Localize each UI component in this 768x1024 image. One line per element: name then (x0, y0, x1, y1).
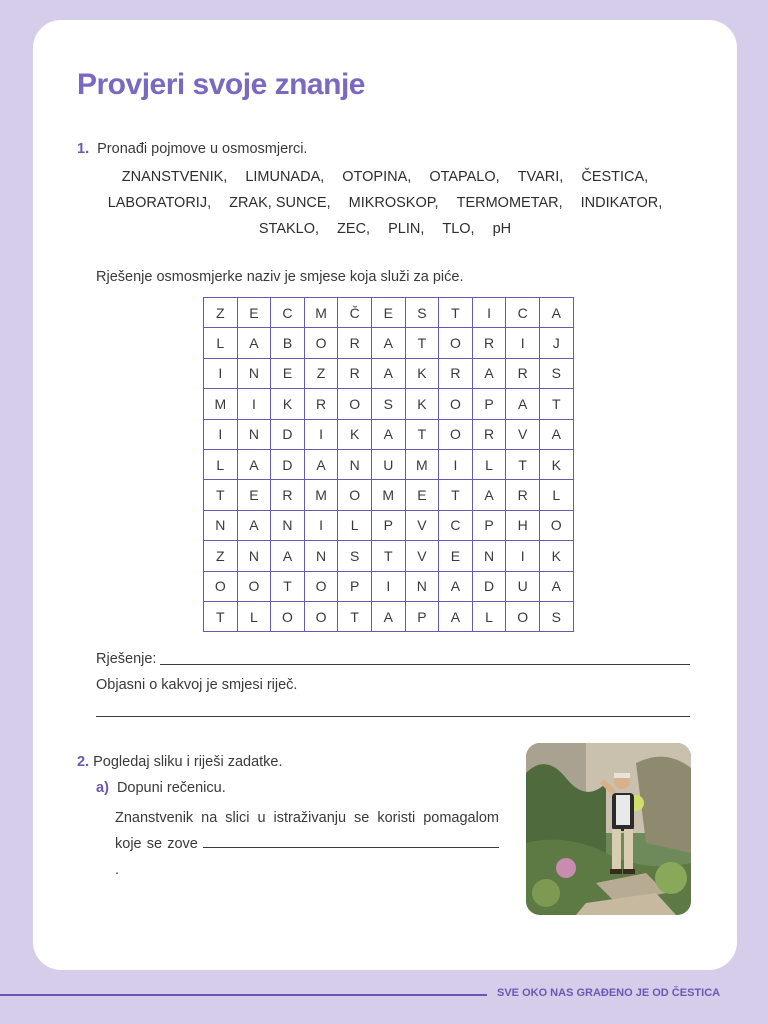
grid-cell[interactable]: U (371, 449, 405, 479)
grid-cell[interactable]: T (204, 480, 238, 510)
grid-cell[interactable]: P (371, 510, 405, 540)
grid-cell[interactable]: Č (338, 298, 372, 328)
grid-row (204, 389, 574, 419)
grid-cell[interactable]: L (472, 601, 506, 631)
grid-cell[interactable]: M (371, 480, 405, 510)
grid-cell[interactable]: M (204, 389, 238, 419)
term-item: pH (492, 221, 512, 237)
grid-cell[interactable]: O (439, 389, 473, 419)
term-item: TVARI, (517, 169, 564, 185)
grid-cell[interactable]: I (506, 541, 540, 571)
grid-cell[interactable]: A (237, 449, 271, 479)
grid-cell[interactable]: I (204, 419, 238, 449)
grid-cell[interactable]: C (439, 510, 473, 540)
term-item: LABORATORIJ, (107, 195, 212, 211)
grid-cell[interactable]: K (271, 389, 305, 419)
grid-cell[interactable]: O (237, 571, 271, 601)
grid-cell[interactable]: T (539, 389, 573, 419)
grid-cell[interactable]: A (472, 480, 506, 510)
grid-cell[interactable]: K (338, 419, 372, 449)
grid-cell[interactable]: B (271, 328, 305, 358)
grid-cell[interactable]: T (204, 601, 238, 631)
page-title: Provjeri svoje znanje (77, 68, 365, 101)
grid-cell[interactable]: P (338, 571, 372, 601)
grid-cell[interactable]: S (371, 389, 405, 419)
grid-cell[interactable]: N (237, 541, 271, 571)
grid-cell[interactable]: A (539, 571, 573, 601)
grid-cell[interactable]: L (539, 480, 573, 510)
grid-cell[interactable]: N (405, 571, 439, 601)
wordsearch-grid (203, 297, 574, 632)
grid-cell[interactable]: K (539, 541, 573, 571)
grid-cell[interactable]: R (506, 480, 540, 510)
grid-cell[interactable]: O (304, 328, 338, 358)
explain-prompt: Objasni o kakvoj je smjesi riječ. (96, 677, 298, 693)
term-item: PLIN, (388, 221, 425, 237)
task2a-text: Dopuni rečenicu. (116, 780, 226, 796)
grid-cell[interactable]: A (237, 510, 271, 540)
grid-row (204, 419, 574, 449)
grid-cell[interactable]: E (405, 480, 439, 510)
grid-cell[interactable]: O (204, 571, 238, 601)
task2a-sentence (115, 805, 499, 883)
grid-row (204, 358, 574, 388)
grid-cell[interactable]: N (304, 541, 338, 571)
grid-cell[interactable]: R (338, 328, 372, 358)
grid-cell[interactable]: I (371, 571, 405, 601)
term-line (95, 190, 675, 216)
term-line (95, 216, 675, 242)
grid-cell[interactable]: N (472, 541, 506, 571)
grid-cell[interactable]: O (338, 480, 372, 510)
grid-cell[interactable]: A (371, 328, 405, 358)
grid-cell[interactable]: O (506, 601, 540, 631)
grid-cell[interactable]: T (271, 571, 305, 601)
term-item: INDIKATOR, (580, 195, 663, 211)
grid-cell[interactable]: K (405, 389, 439, 419)
grid-cell[interactable]: E (271, 358, 305, 388)
grid-row (204, 480, 574, 510)
task2a-instruction (96, 780, 226, 796)
grid-cell[interactable]: T (338, 601, 372, 631)
grid-cell[interactable]: O (271, 601, 305, 631)
grid-cell[interactable]: M (405, 449, 439, 479)
grid-cell[interactable]: C (506, 298, 540, 328)
grid-cell[interactable]: D (271, 419, 305, 449)
grid-cell[interactable]: T (371, 541, 405, 571)
term-item: ZRAK, SUNCE, (229, 195, 331, 211)
footer-title: SVE OKO NAS GRAĐENO JE OD ČESTICA (497, 987, 721, 999)
grid-cell[interactable]: N (271, 510, 305, 540)
grid-cell[interactable]: R (304, 389, 338, 419)
grid-cell[interactable]: A (506, 389, 540, 419)
grid-cell[interactable]: L (237, 601, 271, 631)
term-item: STAKLO, (258, 221, 320, 237)
grid-cell[interactable]: I (304, 510, 338, 540)
grid-cell[interactable]: A (439, 601, 473, 631)
sentence-end: . (115, 862, 120, 878)
term-item: LIMUNADA, (245, 169, 325, 185)
term-item: TERMOMETAR, (456, 195, 563, 211)
grid-cell[interactable]: I (506, 328, 540, 358)
wordsearch-hint: Rješenje osmosmjerke naziv je smjese koja služi za piće. (96, 269, 464, 285)
scientist-photo (526, 743, 691, 915)
grid-cell[interactable]: D (472, 571, 506, 601)
scientist-photo-image (526, 743, 691, 915)
grid-cell[interactable]: E (237, 298, 271, 328)
grid-row (204, 298, 574, 328)
grid-cell[interactable]: S (539, 358, 573, 388)
grid-cell[interactable]: A (304, 449, 338, 479)
sentence-blank[interactable] (203, 835, 499, 848)
sentence-text: Znanstvenik na slici u istraživanju se koristi pomagalom koje se zove (115, 810, 499, 852)
term-item: ČESTICA, (581, 169, 649, 185)
grid-cell[interactable]: T (439, 298, 473, 328)
task2-number: 2. (77, 754, 90, 770)
grid-cell[interactable]: O (304, 571, 338, 601)
term-list (95, 164, 675, 242)
grid-cell[interactable]: Z (204, 298, 238, 328)
grid-cell[interactable]: S (539, 601, 573, 631)
grid-cell[interactable]: P (405, 601, 439, 631)
grid-cell[interactable]: Z (204, 541, 238, 571)
grid-cell[interactable]: A (539, 419, 573, 449)
grid-row (204, 510, 574, 540)
grid-cell[interactable]: A (271, 541, 305, 571)
grid-cell[interactable]: R (472, 419, 506, 449)
grid-cell[interactable]: E (237, 480, 271, 510)
grid-cell[interactable]: O (338, 389, 372, 419)
solution-label: Rješenje: (96, 651, 157, 667)
grid-cell[interactable]: O (439, 328, 473, 358)
term-item: OTOPINA, (342, 169, 412, 185)
task1-number: 1. (77, 141, 90, 157)
grid-cell[interactable]: L (204, 328, 238, 358)
grid-row (204, 328, 574, 358)
grid-cell[interactable]: T (405, 328, 439, 358)
grid-cell[interactable]: R (506, 358, 540, 388)
grid-cell[interactable]: A (472, 358, 506, 388)
grid-cell[interactable]: A (237, 328, 271, 358)
term-item: ZEC, (337, 221, 371, 237)
grid-cell[interactable]: I (439, 449, 473, 479)
grid-cell[interactable]: S (338, 541, 372, 571)
grid-cell[interactable]: R (472, 328, 506, 358)
grid-cell[interactable]: T (405, 419, 439, 449)
grid-cell[interactable]: A (439, 571, 473, 601)
grid-cell[interactable]: I (204, 358, 238, 388)
grid-cell[interactable]: P (472, 510, 506, 540)
grid-cell[interactable]: V (405, 541, 439, 571)
grid-cell[interactable]: E (371, 298, 405, 328)
grid-cell[interactable]: A (371, 419, 405, 449)
grid-cell[interactable]: R (271, 480, 305, 510)
term-item: MIKROSKOP, (348, 195, 439, 211)
explain-answer-line[interactable] (96, 716, 690, 717)
grid-cell[interactable]: V (506, 419, 540, 449)
grid-cell[interactable]: R (439, 358, 473, 388)
grid-cell[interactable]: U (506, 571, 540, 601)
grid-cell[interactable]: V (405, 510, 439, 540)
grid-cell[interactable]: N (204, 510, 238, 540)
task1-text: Pronađi pojmove u osmosmjerci. (97, 141, 308, 157)
grid-cell[interactable]: J (539, 328, 573, 358)
grid-row (204, 601, 574, 631)
grid-cell[interactable]: O (539, 510, 573, 540)
grid-cell[interactable]: P (472, 389, 506, 419)
grid-row (204, 541, 574, 571)
grid-cell[interactable]: T (439, 480, 473, 510)
term-item: OTAPALO, (429, 169, 500, 185)
grid-row (204, 449, 574, 479)
grid-cell[interactable]: N (237, 358, 271, 388)
grid-cell[interactable]: T (506, 449, 540, 479)
grid-cell[interactable]: L (204, 449, 238, 479)
grid-cell[interactable]: K (405, 358, 439, 388)
grid-cell[interactable]: M (304, 480, 338, 510)
grid-cell[interactable]: A (371, 358, 405, 388)
grid-cell[interactable]: I (472, 298, 506, 328)
grid-cell[interactable]: S (405, 298, 439, 328)
task2-text: Pogledaj sliku i riješi zadatke. (93, 754, 283, 770)
grid-cell[interactable]: N (237, 419, 271, 449)
grid-cell[interactable]: H (506, 510, 540, 540)
term-line (95, 164, 675, 190)
grid-cell[interactable]: L (338, 510, 372, 540)
task2-instruction (77, 754, 283, 770)
term-item: TLO, (442, 221, 475, 237)
grid-cell[interactable]: I (237, 389, 271, 419)
grid-cell[interactable]: Z (304, 358, 338, 388)
grid-cell[interactable]: A (539, 298, 573, 328)
grid-cell[interactable]: A (371, 601, 405, 631)
task1-instruction (77, 141, 307, 157)
grid-cell[interactable]: M (304, 298, 338, 328)
grid-cell[interactable]: I (304, 419, 338, 449)
grid-cell[interactable]: L (472, 449, 506, 479)
term-item: ZNANSTVENIK, (121, 169, 228, 185)
grid-row (204, 571, 574, 601)
footer-rule (0, 994, 487, 996)
grid-cell[interactable]: D (271, 449, 305, 479)
grid-cell[interactable]: C (271, 298, 305, 328)
task2a-letter: a) (96, 780, 109, 796)
solution-answer-line[interactable] (160, 664, 690, 665)
grid-cell[interactable]: K (539, 449, 573, 479)
grid-cell[interactable]: O (304, 601, 338, 631)
grid-cell[interactable]: R (338, 358, 372, 388)
grid-cell[interactable]: E (439, 541, 473, 571)
grid-cell[interactable]: N (338, 449, 372, 479)
grid-cell[interactable]: O (439, 419, 473, 449)
